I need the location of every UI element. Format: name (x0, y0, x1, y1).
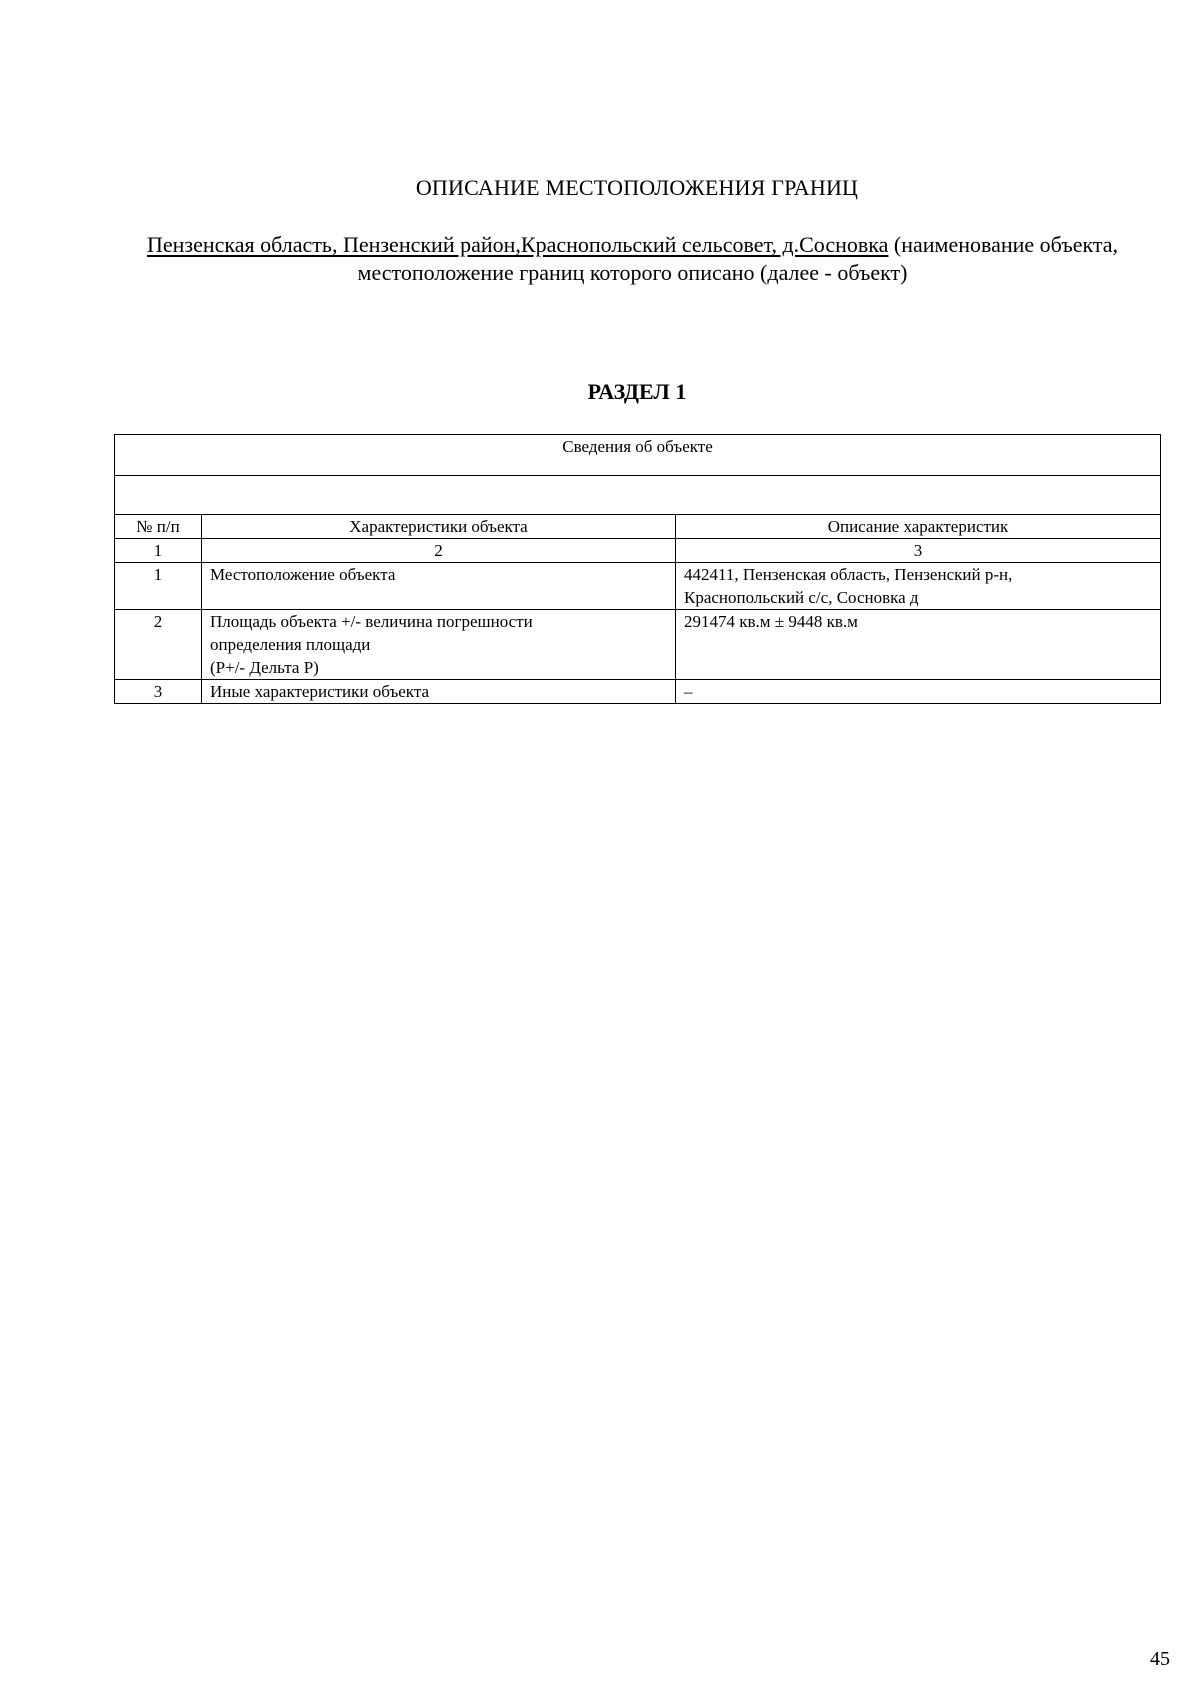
page-number: 45 (1150, 1648, 1170, 1670)
row-number: 1 (115, 563, 202, 610)
row-description: 291474 кв.м ± 9448 кв.м (676, 610, 1161, 680)
header-number: № п/п (115, 515, 202, 539)
characteristic-line: (P+/- Дельта P) (210, 658, 319, 677)
empty-cell (115, 476, 1161, 515)
row-description: – (676, 680, 1161, 704)
document-title: ОПИСАНИЕ МЕСТОПОЛОЖЕНИЯ ГРАНИЦ (415, 175, 859, 200)
column-number-1: 1 (115, 539, 202, 563)
table-row (115, 610, 1161, 680)
table-header-row (115, 515, 1161, 539)
table-caption: Сведения об объекте (115, 435, 1161, 476)
row-characteristic: Иные характеристики объекта (202, 680, 676, 704)
characteristic-line: Площадь объекта +/- величина погрешности (210, 612, 533, 631)
section-title: РАЗДЕЛ 1 (587, 379, 687, 404)
column-number-2: 2 (202, 539, 676, 563)
characteristic-line: определения площади (210, 635, 371, 654)
row-number: 3 (115, 680, 202, 704)
table-empty-row (115, 476, 1161, 515)
object-location: Пензенская область, Пензенский район,Краснопольский сельсовет, д.Сосновка (146, 232, 889, 257)
row-description (676, 563, 1161, 610)
table-caption-row (115, 435, 1161, 476)
row-characteristic: Местоположение объекта (202, 563, 676, 610)
object-info-table (114, 434, 1161, 704)
header-description: Описание характеристик (676, 515, 1161, 539)
object-note: (наименование объекта, местоположение границ которого описано (далее - объект) (357, 232, 1119, 285)
description-line: 442411, Пензенская область, Пензенский р-н, (684, 565, 1013, 584)
description-line: Краснопольский с/с, Сосновка д (684, 588, 919, 607)
table-row (115, 563, 1161, 610)
table-column-number-row (115, 539, 1161, 563)
column-number-3: 3 (676, 539, 1161, 563)
row-number: 2 (115, 610, 202, 680)
object-description (120, 231, 1145, 287)
row-characteristic (202, 610, 676, 680)
header-characteristic: Характеристики объекта (202, 515, 676, 539)
table-row (115, 680, 1161, 704)
